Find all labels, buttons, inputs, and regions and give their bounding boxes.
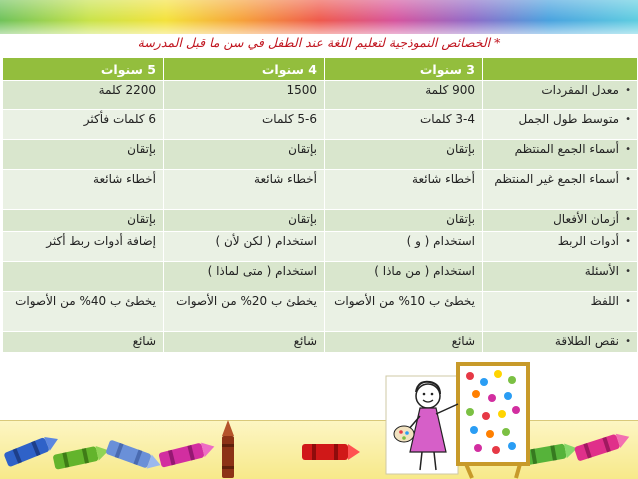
bullet-icon: • [625, 114, 631, 125]
row-label: الأسئلة [584, 264, 619, 278]
rainbow-header-banner [0, 0, 638, 34]
cell-age-4: استخدام ( لكن لأن ) [164, 232, 325, 262]
row-label: معدل المفردات [541, 83, 619, 97]
cell-age-3: 3-4 كلمات [325, 110, 483, 140]
blue-crayon [3, 433, 61, 468]
bullet-icon: • [625, 296, 631, 307]
row-label-cell [483, 81, 638, 110]
bullet-icon: • [625, 336, 631, 347]
cell-age-5: شائع [3, 332, 164, 353]
cell-age-5: أخطاء شائعة [3, 170, 164, 210]
table-row [3, 332, 638, 353]
row-label-cell [483, 262, 638, 292]
cell-age-4: 1500 [164, 81, 325, 110]
cell-age-3: بإتقان [325, 210, 483, 232]
cell-age-4: 5-6 كلمات [164, 110, 325, 140]
cell-age-5: إضافة أدوات ربط أكثر [3, 232, 164, 262]
row-label-cell [483, 110, 638, 140]
row-label: نقص الطلاقة [554, 334, 619, 348]
table-row [3, 232, 638, 262]
table-row [3, 170, 638, 210]
table-row [3, 81, 638, 110]
row-label-cell [483, 232, 638, 262]
cell-age-5: يخطئ ب 40% من الأصوات [3, 292, 164, 332]
cell-age-5: بإتقان [3, 210, 164, 232]
cell-age-4: بإتقان [164, 210, 325, 232]
table-header-row [3, 58, 638, 81]
cell-age-3: أخطاء شائعة [325, 170, 483, 210]
cell-age-3: بإتقان [325, 140, 483, 170]
cell-age-3: استخدام ( و ) [325, 232, 483, 262]
magenta-crayon [158, 440, 216, 468]
header-age-5: 5 سنوات [3, 58, 164, 81]
row-label: أدوات الربط [557, 234, 619, 248]
blue-crayon [105, 439, 163, 472]
language-characteristics-table [2, 57, 638, 353]
cell-age-3: 900 كلمة [325, 81, 483, 110]
cell-age-5: 2200 كلمة [3, 81, 164, 110]
cell-age-4: استخدام ( متى لماذا ) [164, 262, 325, 292]
red-crayon [302, 444, 360, 460]
row-label: أسماء الجمع المنتظم [514, 142, 619, 156]
table-row [3, 140, 638, 170]
bullet-icon: • [625, 214, 631, 225]
cell-age-5: بإتقان [3, 140, 164, 170]
row-label-cell [483, 170, 638, 210]
cell-age-4: شائع [164, 332, 325, 353]
cell-age-4: بإتقان [164, 140, 325, 170]
header-age-3: 3 سنوات [325, 58, 483, 81]
table-row [3, 210, 638, 232]
row-label: اللفظ [590, 294, 619, 308]
cell-age-3: استخدام ( من ماذا ) [325, 262, 483, 292]
row-label: متوسط طول الجمل [518, 112, 619, 126]
bullet-icon: • [625, 85, 631, 96]
bullet-icon: • [625, 144, 631, 155]
row-label: أزمان الأفعال [553, 212, 619, 226]
header-age-4: 4 سنوات [164, 58, 325, 81]
cell-age-5: 6 كلمات فأكثر [3, 110, 164, 140]
page-title: * الخصائص النموذجية لتعليم اللغة عند الطفل في سن ما قبل المدرسة [137, 35, 501, 50]
crayons-illustration [0, 360, 638, 479]
brown-crayon [222, 420, 234, 478]
bullet-icon: • [625, 174, 631, 185]
cell-age-3: شائع [325, 332, 483, 353]
header-feature [483, 58, 638, 81]
cell-age-3: يخطئ ب 10% من الأصوات [325, 292, 483, 332]
girl-painting-at-easel [386, 364, 528, 478]
cell-age-5 [3, 262, 164, 292]
bullet-icon: • [625, 266, 631, 277]
green-crayon [53, 444, 111, 470]
table-row [3, 110, 638, 140]
cell-age-4: أخطاء شائعة [164, 170, 325, 210]
table-row [3, 262, 638, 292]
bullet-icon: • [625, 236, 631, 247]
row-label: أسماء الجمع غير المنتظم [494, 172, 619, 186]
row-label-cell [483, 332, 638, 353]
row-label-cell [483, 140, 638, 170]
cell-age-4: يخطئ ب 20% من الأصوات [164, 292, 325, 332]
table-row [3, 292, 638, 332]
pink-crayon [574, 430, 632, 462]
row-label-cell [483, 292, 638, 332]
row-label-cell [483, 210, 638, 232]
